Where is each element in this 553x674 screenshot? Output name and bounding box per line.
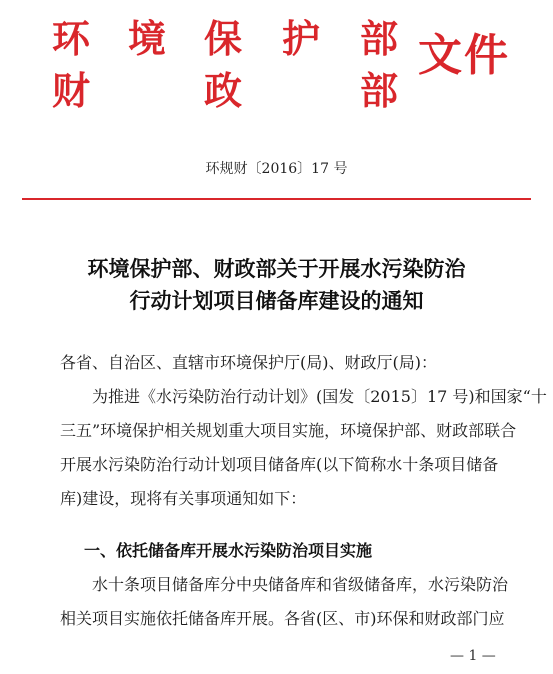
org-char: 护 — [282, 16, 321, 61]
section-heading: 一、依托储备库开展水污染防治项目实施 — [84, 541, 373, 560]
org-char: 环 — [52, 16, 91, 61]
document-number: 环规财〔2016〕17 号 — [205, 161, 348, 177]
page-number: — 1 — — [450, 648, 496, 664]
paragraph-line: 为推进《水污染防治行动计划》(国发〔2015〕17 号)和国家“十 — [92, 387, 547, 406]
paragraph-line: 三五”环境保护相关规划重大项目实施，环境保护部、财政部联合 — [60, 421, 517, 440]
document-title-line1: 环境保护部、财政部关于开展水污染防治 — [87, 256, 466, 281]
paragraph-line: 库)建设，现将有关事项通知如下： — [60, 489, 307, 508]
org-char: 财 — [52, 68, 91, 113]
org-char: 保 — [204, 16, 243, 61]
org-char: 部 — [360, 16, 399, 61]
red-divider — [22, 198, 531, 200]
salutation: 各省、自治区、直辖市环境保护厅(局)、财政厅(局)： — [60, 353, 437, 372]
paragraph-line: 开展水污染防治行动计划项目储备库(以下简称水十条项目储备 — [60, 455, 499, 474]
org-char: 部 — [360, 68, 399, 113]
paragraph-line: 水十条项目储备库分中央储备库和省级储备库，水污染防治 — [92, 575, 509, 594]
org-char: 境 — [128, 16, 167, 61]
document-title-line2: 行动计划项目储备库建设的通知 — [129, 288, 424, 313]
document-type-label: 文件 — [418, 30, 510, 81]
paragraph-line: 相关项目实施依托储备库开展。各省(区、市)环保和财政部门应 — [60, 609, 505, 628]
org-char: 政 — [204, 68, 243, 113]
